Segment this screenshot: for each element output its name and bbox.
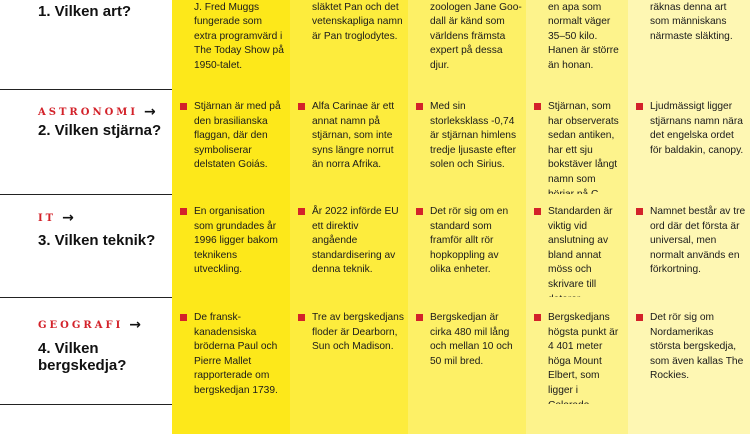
category-text: ASTRONOMI [38, 107, 139, 118]
clue-cell [526, 0, 628, 89]
row-divider [0, 297, 172, 298]
clue-text [298, 205, 404, 278]
clue-content: Bergskedjan är cirka 480 mil lång och mellan 10 och 50 mil bred. [430, 312, 513, 367]
clue-content: Bergskedjans högsta punkt är 4 401 meter höga Mount Elbert, som ligger i [548, 312, 619, 396]
clue-text [534, 0, 624, 74]
clue-cell [172, 89, 290, 194]
clue-content: en apa som normalt väger 35–50 kilo. Hanen är större än honan. [548, 1, 619, 71]
row-divider [0, 404, 172, 405]
square-bullet-icon [636, 314, 643, 321]
category-text: IT [38, 213, 57, 224]
clue-cell [526, 89, 628, 194]
clue-cell [290, 297, 408, 404]
clue-text [416, 100, 522, 173]
square-bullet-icon [636, 208, 643, 215]
clue-text [534, 100, 624, 202]
clue-content: Ljudmässigt ligger stjärnans namn nära det engelska ordet för baldakin, canopy. [650, 101, 744, 156]
clue-cell [408, 0, 526, 89]
clue-content: Stjärnan är med på den brasilianska flaggan, där den symboliserar delstaten Goiás. [194, 101, 281, 171]
clue-cell [172, 404, 290, 434]
clue-cell [526, 194, 628, 297]
clue-text [298, 100, 404, 173]
clue-content: J. Fred Muggs fungerade som extra programvärd i The Today Show på 1950-talet. [194, 1, 284, 71]
clue-cell [408, 297, 526, 404]
square-bullet-icon [298, 314, 305, 321]
clue-cell [290, 404, 408, 434]
clue-text [636, 100, 746, 158]
clue-text [298, 0, 404, 44]
square-bullet-icon [298, 208, 305, 215]
clue-content: Med sin storleksklass -0,74 är stjärnan himlens tredje ljusaste efter solen och Sirius. [430, 101, 517, 171]
question-title: 3. Vilken teknik? [38, 232, 156, 249]
row-divider [0, 194, 172, 195]
clue-cell [172, 194, 290, 297]
clue-text [416, 0, 522, 74]
clue-cell [290, 89, 408, 194]
row-label [0, 194, 172, 297]
category-label [38, 209, 74, 225]
clue-cell [628, 89, 750, 194]
clue-text [180, 205, 286, 278]
square-bullet-icon [534, 103, 541, 110]
category-text: GEOGRAFI [38, 320, 124, 331]
clue-cell [408, 404, 526, 434]
clue-text [416, 311, 522, 369]
square-bullet-icon [416, 314, 423, 321]
square-bullet-icon [180, 314, 187, 321]
clue-content: De fransk-kanadensiska bröderna Paul och Pierre Mallet rapporterade om bergskedjan 1739. [194, 312, 278, 396]
clue-content: Tre av bergskedjans floder är Dearborn, Sun och Madison. [312, 312, 404, 353]
clue-content: Namnet består av tre ord där det första är universal, men normalt används en förkortning. [650, 206, 746, 276]
clue-content: En organisation som grundades år 1996 ligger bakom teknikens utveckling. [194, 206, 278, 276]
row-label [0, 297, 172, 404]
quiz-row [0, 89, 750, 194]
clue-content: Alfa Carinae är ett annat namn på stjärnan, som inte syns längre norrut än norra Afrika. [312, 101, 395, 171]
clue-content: År 2022 införde EU ett direktiv angående standardisering av denna teknik. [312, 206, 399, 276]
clue-cell [526, 404, 628, 434]
clue-content: räknas denna art som människans närmaste släkting. [650, 1, 733, 42]
clue-cell [172, 297, 290, 404]
square-bullet-icon [180, 103, 187, 110]
clue-text [180, 100, 286, 173]
square-bullet-icon [180, 208, 187, 215]
square-bullet-icon [636, 103, 643, 110]
row-label [0, 89, 172, 194]
clue-cell [408, 89, 526, 194]
clue-text [636, 311, 746, 384]
category-label [38, 316, 141, 332]
square-bullet-icon [416, 208, 423, 215]
clue-content: Stjärnan, som har observerats sedan antiken, har ett sju bokstäver långt namn som [548, 101, 619, 185]
clue-text [534, 205, 624, 307]
clue-text [636, 205, 746, 278]
clue-text [298, 311, 404, 355]
quiz-row [0, 0, 750, 89]
row-label [0, 0, 172, 89]
clue-cell [628, 0, 750, 89]
quiz-row [0, 297, 750, 404]
clue-text [416, 205, 522, 278]
clue-cell [526, 297, 628, 404]
clue-cell [628, 194, 750, 297]
arrow-right-icon: → [129, 317, 141, 333]
clue-content: zoologen Jane Goodall är känd som världens främsta expert på dessa djur. [430, 1, 522, 71]
quiz-row [0, 194, 750, 297]
clue-content: släktet Pan och det vetenskapliga namn är Pan troglodytes. [312, 1, 403, 42]
square-bullet-icon [534, 208, 541, 215]
square-bullet-icon [416, 103, 423, 110]
clue-cell [290, 0, 408, 89]
clue-text [180, 0, 286, 74]
clue-text [636, 0, 746, 44]
arrow-right-icon: → [144, 104, 156, 120]
clue-cell [628, 297, 750, 404]
category-label [38, 103, 156, 119]
clue-content: Det rör sig om Nordamerikas största bergskedja, som även kallas The Rockies. [650, 312, 744, 382]
row-divider [0, 89, 172, 90]
question-title: 1. Vilken art? [38, 3, 132, 20]
clue-text [180, 311, 286, 399]
clue-cell [290, 194, 408, 297]
square-bullet-icon [298, 103, 305, 110]
square-bullet-icon [534, 314, 541, 321]
clue-content: Det rör sig om en standard som framför allt rör hopkoppling av olika enheter. [430, 206, 509, 276]
arrow-right-icon: → [62, 210, 74, 226]
question-title: 2. Vilken stjärna? [38, 122, 162, 139]
clue-cell [408, 194, 526, 297]
clue-text [534, 311, 624, 413]
clue-content: Standarden är viktig vid anslutning av bland annat möss och skrivare till [548, 206, 613, 290]
question-title: 4. Vilken bergskedja? [38, 340, 127, 374]
quiz-row-partial [0, 404, 750, 434]
clue-cell [172, 0, 290, 89]
clue-cell [628, 404, 750, 434]
